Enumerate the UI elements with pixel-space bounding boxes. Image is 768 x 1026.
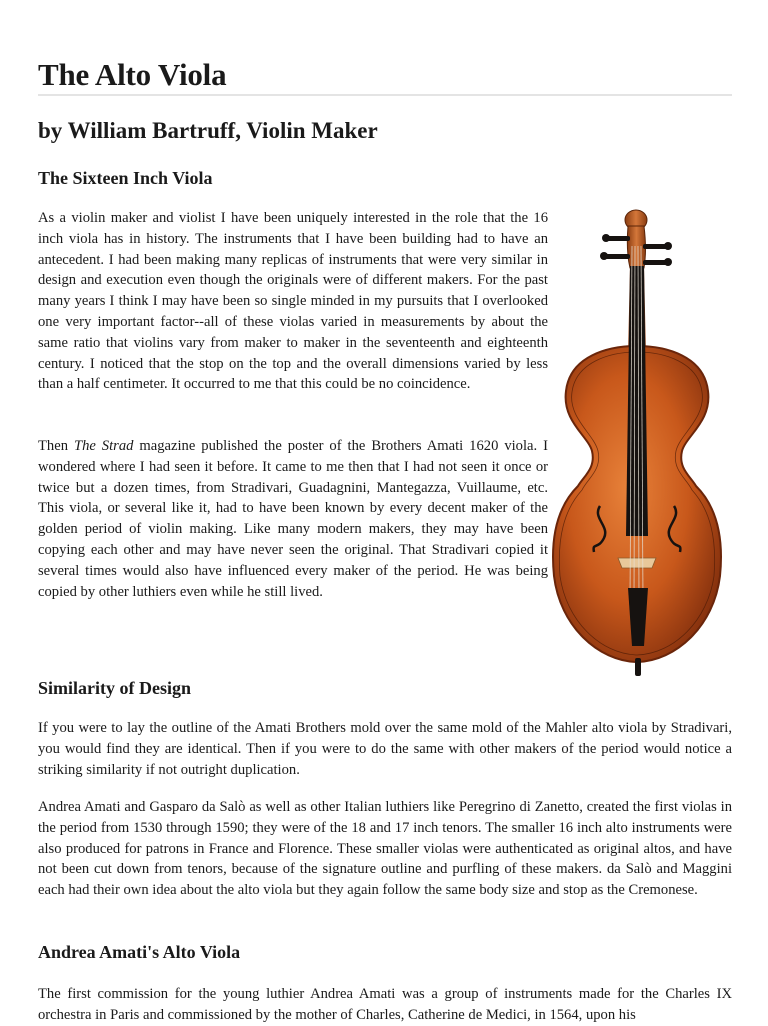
section-heading-sixteen-inch: The Sixteen Inch Viola — [38, 168, 213, 188]
bridge-icon — [618, 558, 656, 568]
magazine-title: The Strad — [73, 438, 134, 454]
paragraph-sixteen-2-rest: magazine published the poster of the Brothers Amati 1620 viola. I wondered where I had seen it before. It came to me then that I had not seen it once or twice but a dozen times, from Stradivari, Guadagnini, Mantegazza, Vuillaume, etc. This viola, or several like it, had to have been known by every decent maker of the golden period of violin making. Like many modern makers, they may have been copying each other and may have never seen the original. That Stradivari copied it several times would also have influenced every maker of the period. He was being copied by other luthiers even while he still lived. — [38, 438, 548, 600]
viola-image — [548, 206, 728, 680]
paragraph-similarity-1: If you were to lay the outline of the Amati Brothers mold over the same mold of the Mahler alto viola by Stradivari, you would find they are identical. Then if you were to do the same with other makers of the period would notice a striking similarity if not outright duplication. — [38, 720, 732, 778]
paragraph-amati-1: The first commission for the young luthier Andrea Amati was a group of instruments made for the Charles IX orchestra in Paris and commissioned by the mother of Charles, Catherine de Medici, in 1564, upon his — [38, 986, 732, 1023]
byline: by William Bartruff, Violin Maker — [38, 118, 378, 143]
paragraph-similarity-2: Andrea Amati and Gasparo da Salò as well as other Italian luthiers like Peregrino di Zanetto, created the first violas in the period from 1530 through 1590; they were of the 18 and 17 inch tenors. The smaller 16 inch alto instruments were also produced for patrons in France and Florence. These smaller violas were authenticated as original altos, and have not been cut down from tenors, because of the signature outline and purfling of these makers. da Salò and Maggini each had their own idea about the alto viola but they again follow the same body size and stop as the Cremonese. — [38, 799, 732, 899]
paragraph-sixteen-1: As a violin maker and violist I have been uniquely interested in the role that the 16 inch viola has in history. The instruments that I have been building had to have an antecedent. I had been making many replicas of instruments that were very similar in design and execution even though the originals were of different makers. For the past many years I think I may have been so single minded in my pursuits that I overlooked one very important factor--all of these violas varied in measurements by about the same ratio that violins vary from maker to maker in the seventeenth and eighteenth century. I noticed that the stop on the top and the overall dimensions varied by less than a half centimeter. It occurred to me that this could be no coincidence. — [38, 210, 548, 393]
paragraph-sixteen-2-lead: Then — [38, 438, 74, 454]
endpin-icon — [635, 658, 641, 676]
section-heading-amati: Andrea Amati's Alto Viola — [38, 942, 241, 962]
paragraph-sixteen-2 — [38, 436, 548, 602]
title-divider — [38, 94, 732, 96]
section-heading-similarity: Similarity of Design — [38, 678, 191, 698]
page-title: The Alto Viola — [38, 57, 227, 92]
